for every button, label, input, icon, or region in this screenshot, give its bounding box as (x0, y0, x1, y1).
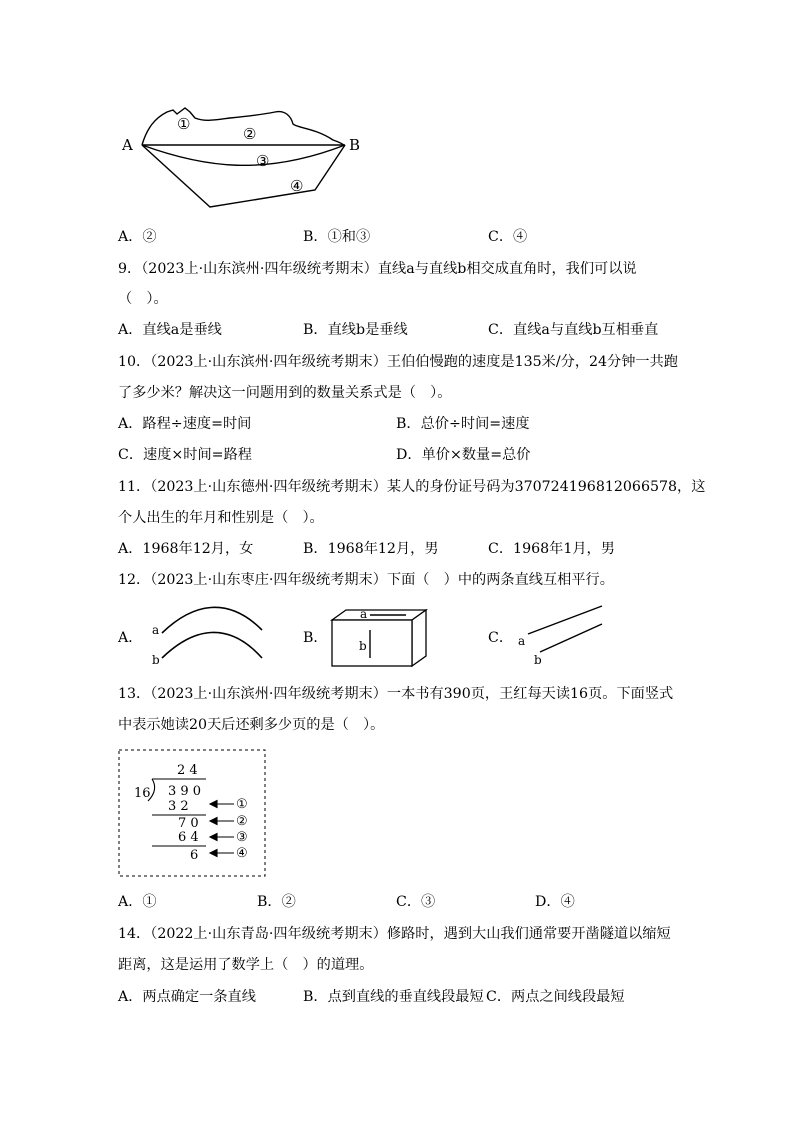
q8-option-a[interactable]: A．② (118, 229, 157, 245)
q9-option-a[interactable]: A．直线a是垂线 (118, 322, 222, 338)
q8-option-b[interactable]: B．①和③ (303, 229, 371, 245)
route-1-label: ① (177, 115, 191, 133)
q9-stem-line1: 9．（2023上·山东滨州·四年级统考期末）直线a与直线b相交成直角时，我们可以说 (118, 261, 637, 277)
q11-stem-line1: 11．（2023上·山东德州·四年级统考期末）某人的身份证号码为370724196812066578，这 (118, 479, 706, 495)
q14-stem-line2: 距离，这是运用了数学上（ ）的道理。 (118, 957, 374, 973)
line-a-label: a (360, 607, 368, 621)
route-4-label: ④ (290, 177, 304, 195)
q11-stem-line2: 个人出生的年月和性别是（ ）。 (118, 510, 324, 526)
q14-stem-line1: 14．（2022上·山东青岛·四年级统考期末）修路时，遇到大山我们通常要开凿隧道以缩短 (118, 926, 671, 942)
q10-option-b[interactable]: B．总价÷时间=速度 (396, 416, 530, 432)
point-b-label: B (349, 136, 361, 154)
dividend: 3 9 0 (168, 784, 202, 799)
arrows (210, 801, 234, 857)
q12-figure-b-box (328, 606, 430, 668)
curve-b (162, 632, 262, 658)
step-row-1: 3 2 (168, 799, 189, 814)
q9-option-c[interactable]: C．直线a与直线b互相垂直 (488, 322, 659, 338)
q10-option-a[interactable]: A．路程÷速度=时间 (118, 416, 252, 432)
mark-2: ② (236, 814, 248, 829)
q12-stem-line1: 12．（2023上·山东枣庄·四年级统考期末）下面（ ）中的两条直线互相平行。 (118, 572, 614, 588)
q11-option-c[interactable]: C．1968年1月，男 (488, 541, 615, 557)
q12-option-b[interactable]: B． (303, 630, 328, 646)
route-2-label: ② (243, 125, 257, 143)
q13-option-a[interactable]: A．① (118, 894, 157, 910)
box-right-face (412, 610, 426, 666)
q11-option-a[interactable]: A．1968年12月，女 (118, 541, 254, 557)
q14-option-a[interactable]: A．两点确定一条直线 (118, 989, 256, 1005)
quotient: 2 4 (177, 763, 198, 778)
point-a-label: A (122, 136, 133, 154)
q10-stem-line2: 了多少米？解决这一问题用到的数量关系式是（ ）。 (118, 385, 452, 401)
line-b-label: b (534, 653, 542, 667)
q13-option-b[interactable]: B．② (257, 894, 296, 910)
q13-option-d[interactable]: D．④ (535, 894, 575, 910)
mark-4: ④ (236, 846, 248, 861)
step-row-4: 6 (190, 848, 199, 863)
step-row-3: 6 4 (178, 830, 199, 845)
divisor: 16 (134, 786, 151, 801)
box-front-face (332, 620, 412, 666)
step-row-2: 7 0 (178, 816, 199, 831)
q10-option-c[interactable]: C．速度×时间=路程 (118, 447, 252, 463)
q13-option-c[interactable]: C．③ (396, 894, 436, 910)
route-figure (115, 98, 375, 213)
curve-a (162, 607, 262, 633)
q9-stem-line2: （ ）。 (118, 291, 168, 307)
line-b-label: b (359, 639, 367, 653)
q10-stem-line1: 10．（2023上·山东滨州·四年级统考期末）王伯伯慢跑的速度是135米/分，24分钟一共跑 (118, 354, 678, 370)
line-a-label: a (518, 634, 526, 648)
q12-option-a[interactable]: A． (118, 630, 143, 646)
line-a (528, 606, 602, 634)
q8-option-c[interactable]: C．④ (488, 229, 528, 245)
q13-stem-line1: 13．（2023上·山东滨州·四年级统考期末）一本书有390页，王红每天读16页。下面竖式 (118, 686, 674, 702)
curve-b-label: b (152, 653, 160, 667)
q13-stem-line2: 中表示她读20天后还剩多少页的是（ ）。 (118, 717, 385, 733)
q11-option-b[interactable]: B．1968年12月，男 (303, 541, 439, 557)
mark-1: ① (236, 797, 248, 812)
route-3-curve (142, 145, 345, 165)
long-division-figure (118, 749, 268, 877)
q9-option-b[interactable]: B．直线b是垂线 (303, 322, 408, 338)
q12-option-c[interactable]: C． (488, 630, 514, 646)
mark-3: ③ (236, 830, 248, 845)
q10-option-d[interactable]: D．单价×数量=总价 (396, 447, 531, 463)
q14-option-c[interactable]: C．两点之间线段最短 (486, 989, 625, 1005)
route-3-label: ③ (256, 152, 270, 170)
q12-figure-c-lines (512, 602, 612, 670)
q12-figure-a-curves (148, 598, 268, 668)
line-b (540, 624, 602, 652)
curve-a-label: a (152, 623, 160, 637)
q14-option-b[interactable]: B．点到直线的垂直线段最短 (303, 989, 484, 1005)
